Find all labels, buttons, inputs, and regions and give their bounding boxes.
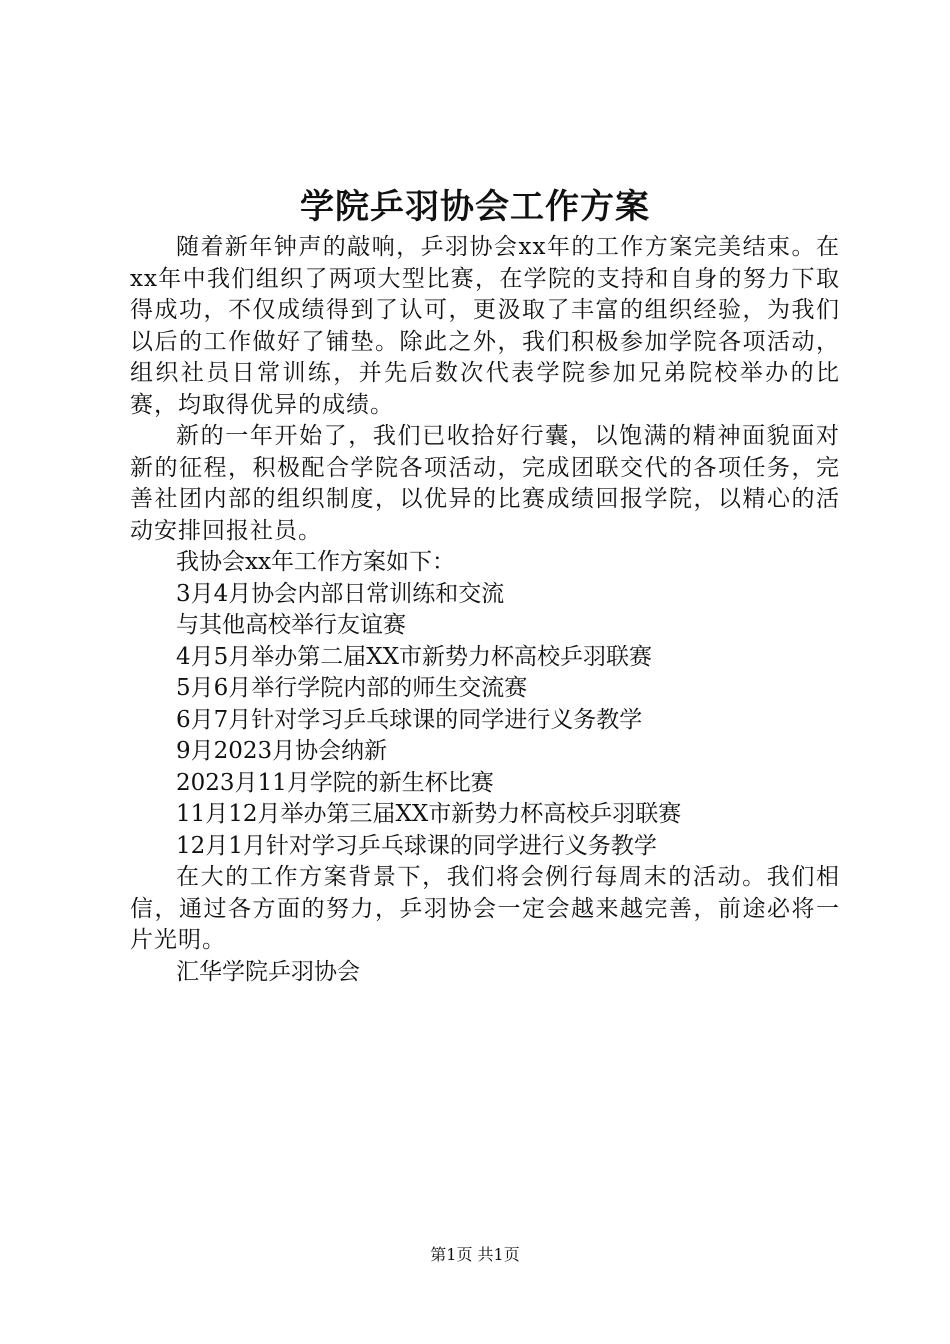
plan-item: 3月4月协会内部日常训练和交流 (176, 580, 505, 607)
signature: 汇华学院乒羽协会 (176, 958, 360, 985)
plan-intro: 我协会xx年工作方案如下： (176, 549, 455, 575)
plan-item: 11月12月举办第三届XX市新势力杯高校乒羽联赛 (176, 801, 682, 827)
plan-item: 2023月11月学院的新生杯比赛 (176, 769, 494, 796)
plan-item: 12月1月针对学习乒乓球课的同学进行义务教学 (176, 832, 657, 859)
plan-item: 4月5月举办第二届XX市新势力杯高校乒羽联赛 (176, 643, 653, 670)
document-title: 学院乒羽协会工作方案 (300, 187, 650, 227)
closing-paragraph: 在大的工作方案背景下，我们将会例行每周末的活动。我们相信，通过各方面的努力，乒羽协会一定会越来越完善，前途必将一片光明。 (130, 864, 840, 953)
intro-paragraph: 随着新年钟声的敲响，乒羽协会xx年的工作方案完美结束。在xx年中我们组织了两项大型比赛，在学院的支持和自身的努力下取得成功，不仅成绩得到了认可，更汲取了丰富的组织经验，为我们以后的工作做好了铺垫。除此之外，我们积极参加学院各项活动，组织社员日常训练，并先后数次代表学院参加兄弟院校举办的比赛，均取得优异的成绩。 (130, 234, 840, 418)
page-footer: 第1页 共1页 (430, 1245, 520, 1264)
plan-item: 9月2023月协会纳新 (176, 738, 388, 764)
plan-item: 与其他高校举行友谊赛 (176, 612, 406, 638)
new-year-paragraph: 新的一年开始了，我们已收拾好行囊，以饱满的精神面貌面对新的征程，积极配合学院各项活动，完成团联交代的各项任务，完善社团内部的组织制度，以优异的比赛成绩回报学院，以精心的活动安排回报社员。 (130, 423, 840, 544)
plan-item: 5月6月举行学院内部的师生交流赛 (176, 675, 528, 701)
plan-item: 6月7月针对学习乒乓球课的同学进行义务教学 (176, 706, 643, 733)
document-body (130, 232, 840, 988)
